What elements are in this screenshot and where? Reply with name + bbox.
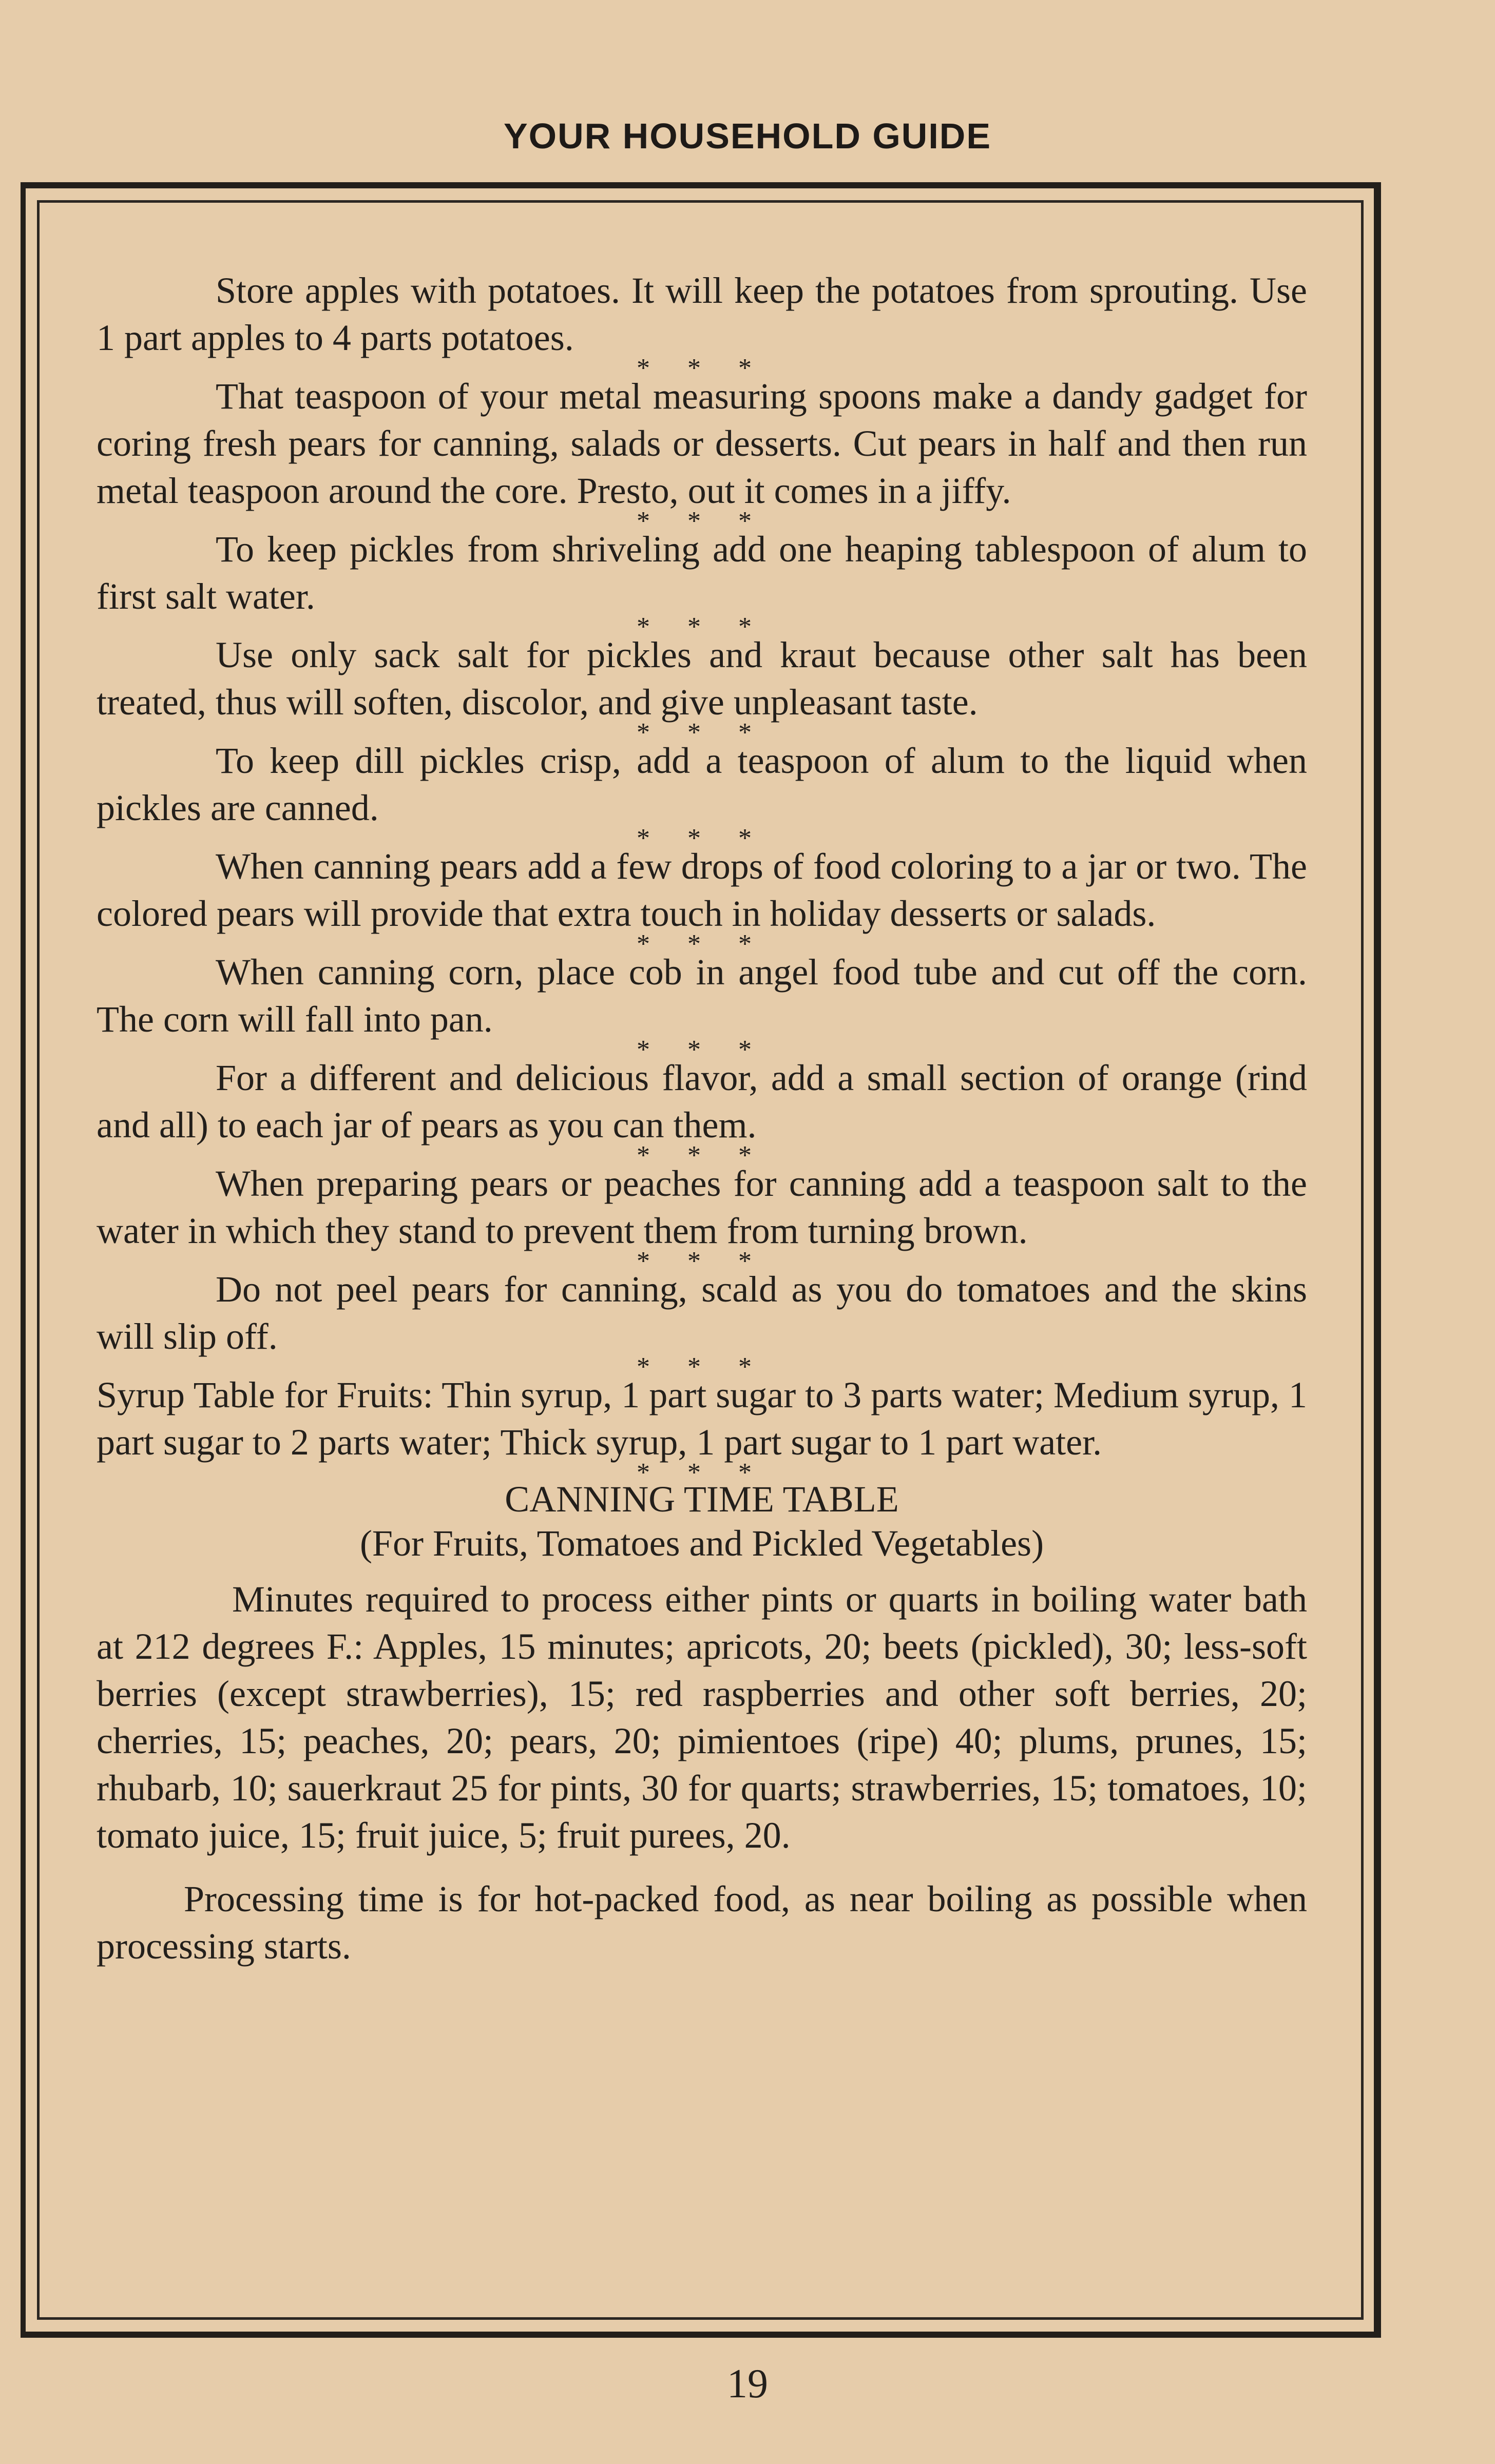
separator-stars: * * * [637,1458,767,1487]
syrup-table-paragraph: Syrup Table for Fruits: Thin syrup, 1 part sugar to 3 parts water; Medium syrup, 1 part sugar to 2 parts water; Thick syrup, 1 part sugar to 1 part water. [97,1374,1307,1463]
page-content [97,267,1307,1970]
tip-paragraph: For a different and delicious flavor, add a small section of orange (rind and all) to each jar of pears as you can them. [97,1057,1307,1146]
tip-paragraph: To keep dill pickles crisp, add a teaspoon of alum to the liquid when pickles are canned. [97,740,1307,828]
separator-stars: * * * [637,354,767,383]
page-header: YOUR HOUSEHOLD GUIDE [503,116,992,156]
tip-paragraph: When preparing pears or peaches for canning add a teaspoon salt to the water in which they stand to prevent them from turning brown. [97,1163,1307,1251]
canning-table-body: Minutes required to process either pints or quarts in boiling water bath at 212 degrees F.: Apples, 15 minutes; apricots, 20; beets (pickled), 30; less-soft berries (except strawberries), 15; red raspberries and other soft berries, 20; cherries, 15; peaches, 20; pears, 20; pimientoes (ripe) 40; plums, prunes, 15; rhubarb, 10; sauerkraut 25 for pints, 30 for quarts; strawberries, 15; tomatoes, 10; tomato juice, 15; fruit juice, 5; fruit purees, 20. [97,1579,1307,1856]
separator-stars: * * * [637,1247,767,1276]
canning-table-subtitle: (For Fruits, Tomatoes and Pickled Vegetables) [359,1523,1044,1564]
separator-stars: * * * [637,929,767,959]
separator-stars: * * * [637,1352,767,1382]
canning-table-note: Processing time is for hot-packed food, as near boiling as possible when processing starts. [97,1878,1307,1967]
page-number: 19 [727,2361,768,2407]
spacer [97,1859,1307,1875]
tip-paragraph: Store apples with potatoes. It will keep the potatoes from sprouting. Use 1 part apples to 4 parts potatoes. [97,270,1307,358]
separator-stars: * * * [637,824,767,853]
tip-paragraph: When canning pears add a few drops of food coloring to a jar or two. The colored pears will provide that extra touch in holiday desserts or salads. [97,846,1307,934]
separator-stars: * * * [637,1141,767,1170]
tip-paragraph: Use only sack salt for pickles and kraut because other salt has been treated, thus will soften, discolor, and give unpleasant taste. [97,634,1307,723]
tip-paragraph: That teaspoon of your metal measuring spoons make a dandy gadget for coring fresh pears for canning, salads or desserts. Cut pears in half and then run metal teaspoon around the core. Presto, out it comes in a jiffy. [97,376,1307,511]
separator-stars: * * * [637,718,767,747]
canning-table-title: CANNING TIME TABLE [505,1479,899,1520]
separator-stars: * * * [637,612,767,642]
tip-paragraph: Do not peel pears for canning, scald as you do tomatoes and the skins will slip off. [97,1269,1307,1357]
tip-paragraph: To keep pickles from shriveling add one heaping tablespoon of alum to first salt water. [97,529,1307,617]
separator-stars: * * * [637,1035,767,1064]
separator-stars: * * * [637,507,767,536]
tip-paragraph: When canning corn, place cob in angel food tube and cut off the corn. The corn will fall into pan. [97,952,1307,1040]
